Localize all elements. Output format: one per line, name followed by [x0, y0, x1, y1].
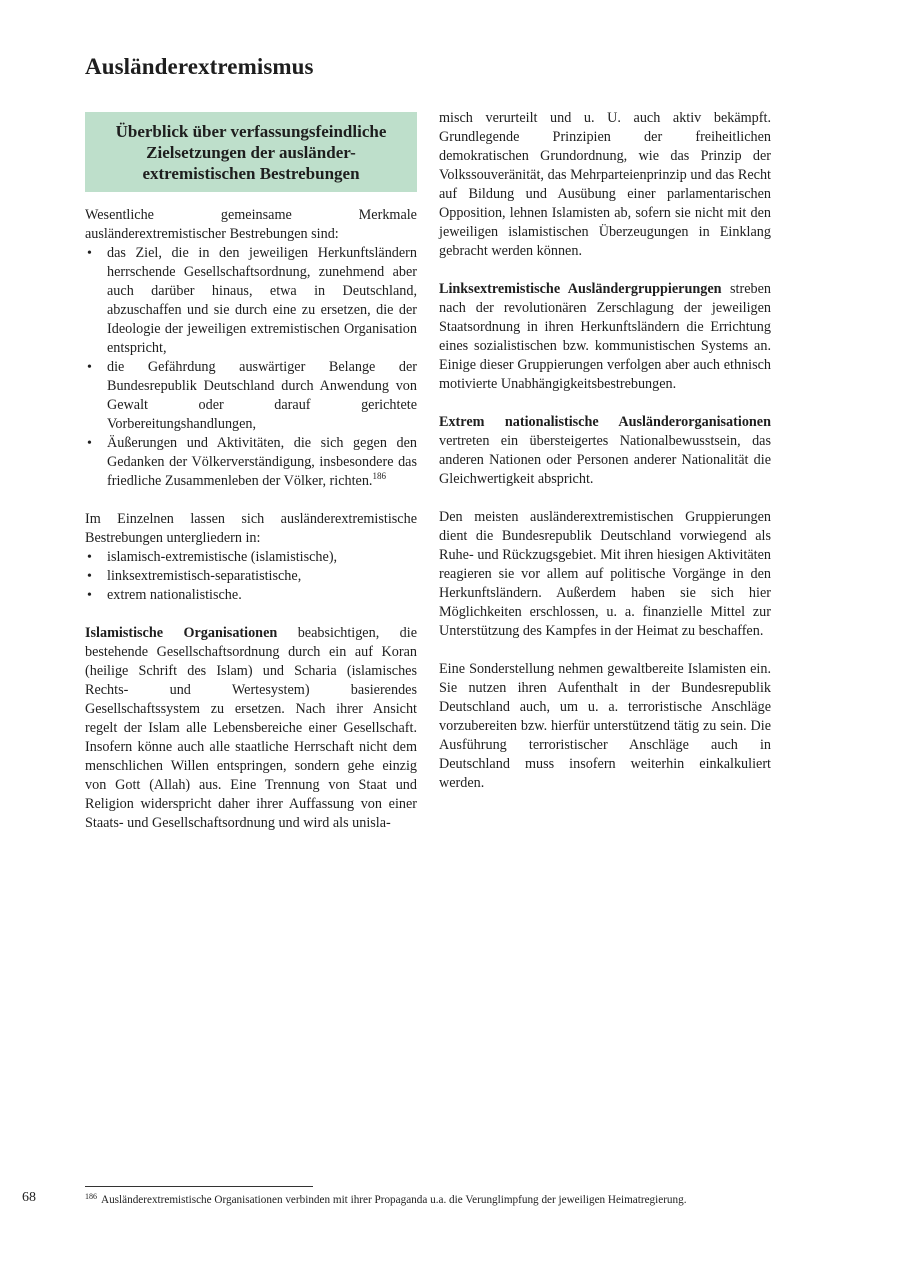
characteristics-list [85, 244, 417, 491]
footnote-number: 186 [85, 1192, 97, 1201]
retreat-area-paragraph: Den meisten ausländerextremistischen Gruppierungen dient die Bundesrepublik Deutschland vorwiegend als Ruhe- und Rückzugsgebiet. Mit ihren hiesigen Aktivitäten reagieren sie vor allem auf politische Vorgänge in den Herkunftsländern. Außerdem haben sie sich hier Möglichkeiten erschlossen, u. a. finanzielle Mittel zur Unterstützung des Kampfes in der Heimat zu beschaffen. [439, 509, 771, 639]
page-number: 68 [22, 1190, 36, 1205]
list-item [85, 434, 417, 491]
islamist-paragraph [85, 624, 417, 833]
left-extremist-paragraph [439, 280, 771, 394]
categories-intro: Im Einzelnen lassen sich ausländerextremistische Bestrebungen untergliedern in: [85, 511, 417, 546]
nationalist-text: vertreten ein übersteigertes Nationalbewusstsein, das anderen Nationen oder Personen anderer Nationalität die Gleichwertigkeit abspricht. [439, 433, 771, 487]
footnote-reference[interactable]: 186 [372, 471, 386, 481]
left-column [85, 109, 417, 833]
left-extremist-heading: Linksextremistische Ausländergruppierungen [439, 281, 722, 297]
right-column [439, 109, 771, 793]
overview-box-title: Überblick über verfassungsfeindliche Zielsetzungen der ausländer-extremistischen Bestrebungen [85, 112, 417, 192]
nationalist-paragraph [439, 413, 771, 489]
intro-paragraph: Wesentliche gemeinsame Merkmale ausländerextremistischer Bestrebungen sind: [85, 207, 417, 242]
nationalist-heading: Extrem nationalistische Ausländerorganisationen [439, 414, 771, 430]
continuation-paragraph: misch verurteilt und u. U. auch aktiv bekämpft. Grundlegende Prinzipien der freiheitlichen demokratischen Grundordnung, wie das Prinzip der Volkssouveränität, das Mehrparteienprinzip und das Recht auf Bildung und Ausübung einer parlamentarischen Opposition, lehnen Islamisten ab, sofern sie nicht mit den jeweiligen islamistischen Überzeugungen in Einklang gebracht werden können. [439, 110, 771, 259]
violent-islamists-paragraph: Eine Sonderstellung nehmen gewaltbereite Islamisten ein. Sie nutzen ihren Aufenthalt in der Bundesrepublik Deutschland auch, um u. a. terroristische Anschläge vorzubereiten bzw. hierfür unterstützend tätig zu sein. Die Ausführung terroristischer Anschläge auch in Deutschland muss insofern weiterhin einkalkuliert werden. [439, 661, 771, 791]
list-item: • extrem nationalistische. [85, 586, 417, 605]
islamist-text: beabsichtigen, die bestehende Gesellschaftsordnung durch ein auf Koran (heilige Schrift des Islam) und Scharia (islamisches Rechts- und Wertesystem) basierendes Gesellschaftssystem zu ersetzen. Nach ihrer Ansicht regelt der Islam alle Lebensbereiche einer Gesellschaft. Insofern könne auch alle staatliche Herrschaft nicht dem menschlichen Willen entspringen, sondern gehe einzig von Gott (Allah) aus. Eine Trennung von Staat und Religion widerspricht daher ihrer Auffassung von einer Staats- und Gesellschaftsordnung und wird als unisla- [85, 625, 417, 831]
list-item-text: Äußerungen und Aktivitäten, die sich gegen den Gedanken der Völkerverständigung, insbesondere das friedliche Zusammenleben der Völker, richten. [107, 435, 417, 489]
list-item: • linksextremistisch-separatistische, [85, 567, 417, 586]
footnote-text: Ausländerextremistische Organisationen verbinden mit ihrer Propaganda u.a. die Verunglimpfung der jeweiligen Heimatregierung. [101, 1194, 687, 1206]
categories-list [85, 548, 417, 605]
page-title: Ausländerextremismus [85, 54, 314, 79]
footnote [85, 1192, 875, 1206]
list-item: • die Gefährdung auswärtiger Belange der Bundesrepublik Deutschland durch Anwendung von Gewalt oder darauf gerichtete Vorbereitungshandlungen, [85, 358, 417, 434]
list-item: • islamisch-extremistische (islamistische), [85, 548, 417, 567]
islamist-heading: Islamistische Organisationen [85, 625, 278, 641]
footnote-divider [85, 1186, 313, 1187]
left-extremist-text: streben nach der revolutionären Zerschlagung der jeweiligen Staatsordnung in ihren Herkunftsländern die Errichtung eines sozialistischen bzw. kommunistischen Systems an. Einige dieser Gruppierungen verfolgen aber auch ethnisch motivierte Unabhängigkeitsbestrebungen. [439, 281, 771, 392]
list-item: • das Ziel, die in den jeweiligen Herkunftsländern herrschende Gesellschaftsordnung, zunehmend aber auch darüber hinaus, etwa in Deutschland, abzuschaffen und sie durch eine zu ersetzen, die der Ideologie der jeweiligen extremistischen Organisation entspricht, [85, 244, 417, 358]
